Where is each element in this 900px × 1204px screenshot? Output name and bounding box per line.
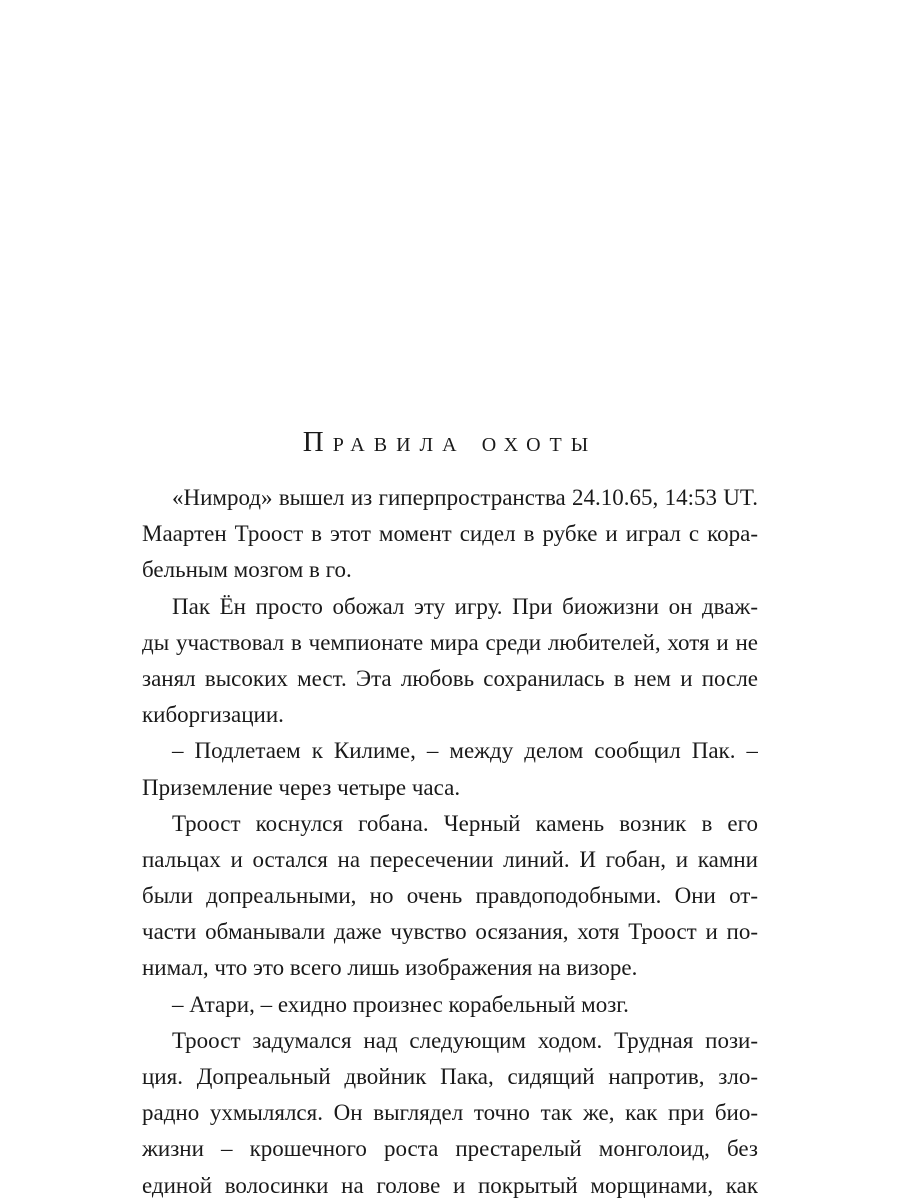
text-line: «Нимрод» вышел из гиперпространства 24.10.65, 14:53 UT. [172,485,758,510]
text-line: ция. Допреальный двойник Пака, сидящий напротив, зло- [142,1064,758,1089]
text-line: части обманывали даже чувство осязания, хотя Троост и по- [142,919,758,945]
text-line: единой волосинки на голове и покрытый морщинами, как [142,1172,758,1198]
text-line: Маартен Троост в этот момент сидел в рубке и играл с кора- [142,521,758,547]
text-line: ды участвовал в чемпионате мира среди любителей, хотя и не [142,629,758,655]
text-line: пальцах и остался на пересечении линий. И гобан, и камни [142,846,758,872]
text-line: киборгизации. [142,702,284,728]
body-text [142,480,758,1204]
text-line: бельным мозгом в го. [142,557,352,583]
text-line: радно ухмылялся. Он выглядел точно так же, как при био- [142,1100,758,1126]
text-line: Троост коснулся гобана. Черный камень возник в его [172,810,758,836]
chapter-title: Правила охоты [302,426,598,458]
text-line: жизни – крошечного роста престарелый монголоид, без [142,1136,758,1162]
text-line: Троост задумался над следующим ходом. Трудная пози- [172,1027,758,1053]
text-line: – Подлетаем к Килиме, – между делом сообщил Пак. – [172,738,758,764]
text-line: были допреальными, но очень правдоподобными. Они от- [142,883,758,909]
text-line: нимал, что это всего лишь изображения на визоре. [142,955,638,981]
text-line: занял высоких мест. Эта любовь сохранилась в нем и после [142,665,758,691]
text-line: Пак Ён просто обожал эту игру. При биожизни он дваж- [172,593,758,619]
text-line: – Атари, – ехидно произнес корабельный мозг. [172,991,629,1017]
text-line: Приземление через четыре часа. [142,774,461,800]
